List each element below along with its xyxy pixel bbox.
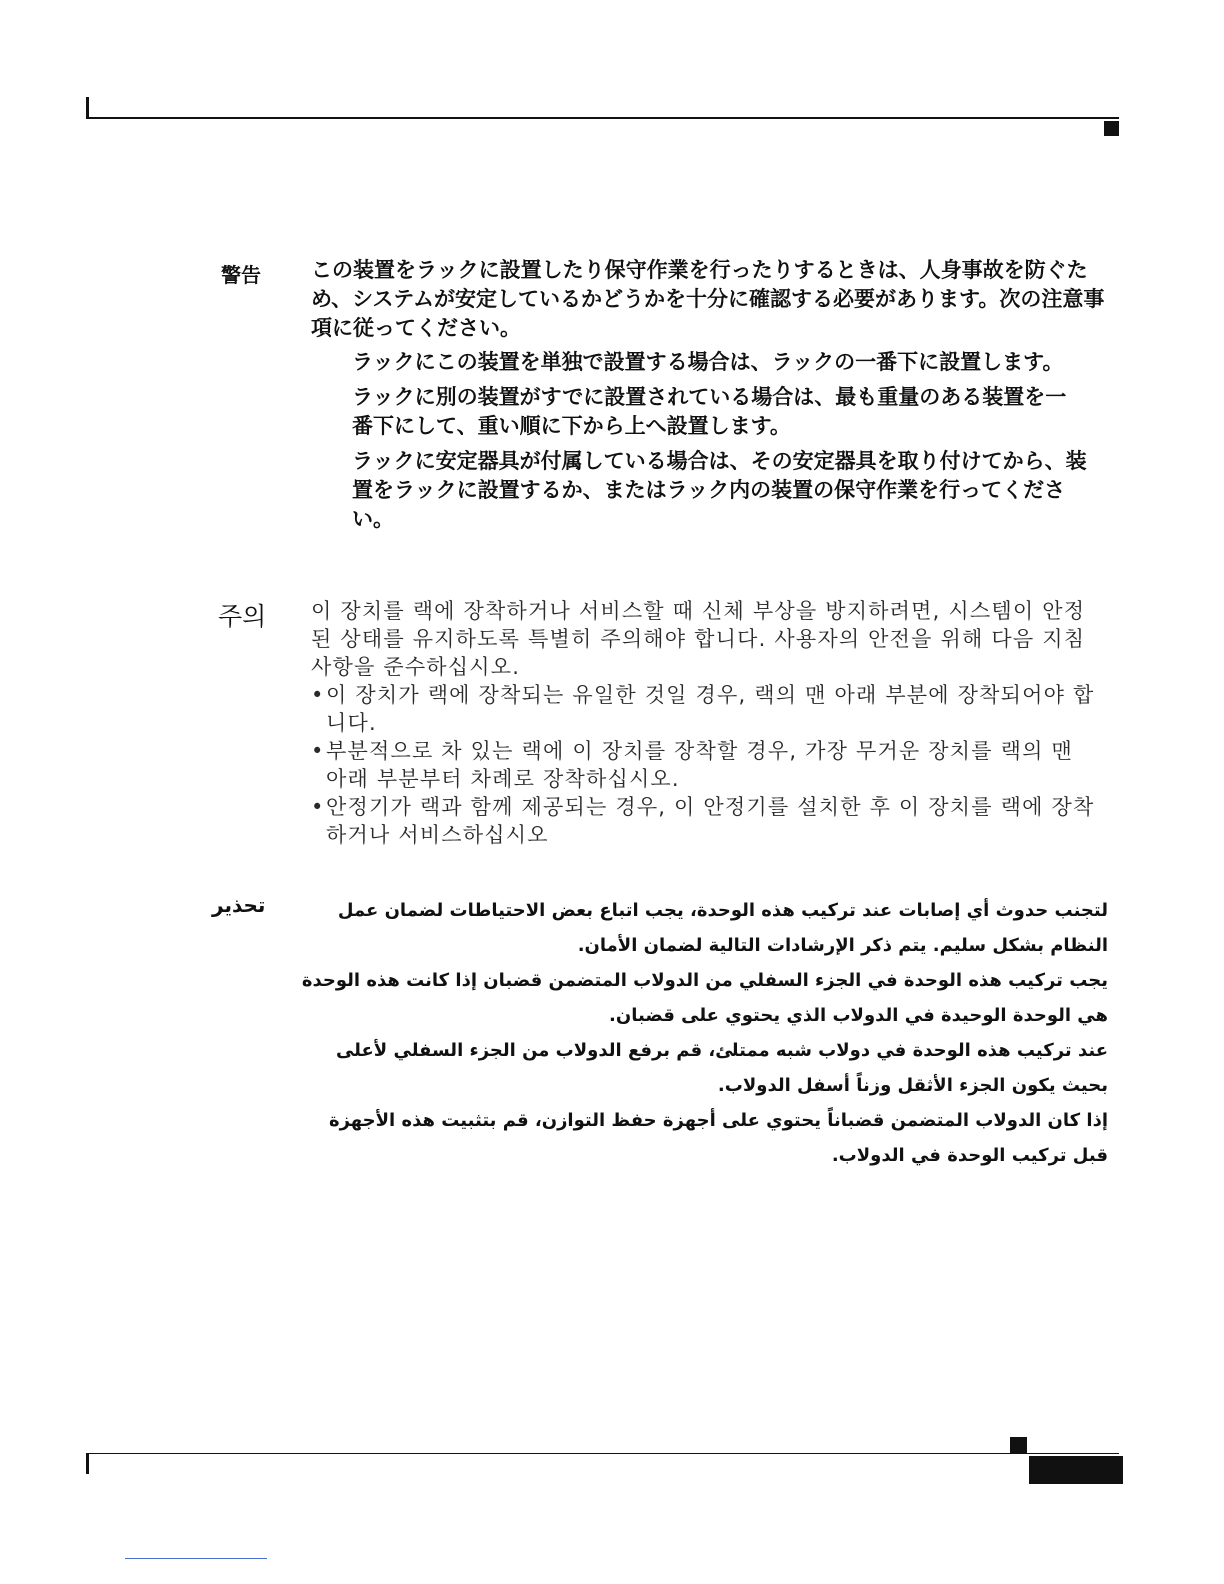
bullet-icon: • — [311, 795, 325, 819]
footer-rule-tick — [86, 1453, 89, 1474]
bullet-icon: • — [311, 739, 325, 763]
header-rule-tick — [86, 97, 89, 119]
footer-marker — [1010, 1437, 1027, 1453]
list-item-text: 부분적으로 차 있는 랙에 이 장치를 장착할 경우, 가장 무거운 장치를 랙의 맨 아래 부분부터 차례로 장착하십시오. — [326, 739, 1073, 791]
arabic-paragraph: يجب تركيب هذه الوحدة في الجزء السفلي من الدولاب المتضمن قضبان إذا كانت هذه الوحدة هي الوحدة الوحيدة في الدولاب الذي يحتوي على قضبان. — [301, 970, 1108, 1026]
footer-link-underline — [125, 1558, 267, 1559]
list-item: ラックに別の装置がすでに設置されている場合は、最も重量のある装置を一番下にして、重い順に下から上へ設置します。 — [352, 385, 1067, 438]
list-item-text: 안정기가 랙과 함께 제공되는 경우, 이 안정기를 설치한 후 이 장치를 랙에 장착하거나 서비스하십시오 — [326, 795, 1095, 847]
header-rule — [87, 117, 1119, 119]
arabic-warning-label: تحذير — [212, 893, 266, 917]
list-item-text: 이 장치가 랙에 장착되는 유일한 것일 경우, 랙의 맨 아래 부분에 장착되어야 합니다. — [326, 683, 1095, 735]
korean-warning-list — [311, 681, 1101, 849]
list-item — [311, 793, 1101, 849]
arabic-paragraph: إذا كان الدولاب المتضمن قضباناً يحتوي على أجهزة حفظ التوازن، قم بتثبيت هذه الأجهزة قبل تركيب الوحدة في الدولاب. — [328, 1110, 1108, 1166]
japanese-warning-intro: この装置をラックに設置したり保守作業を行ったりするときは、人身事故を防ぐため、システムが安定しているかどうかを十分に確認する必要があります。次の注意事項に従ってください。 — [311, 258, 1105, 340]
arabic-paragraph: عند تركيب هذه الوحدة في دولاب شبه ممتلئ، قم برفع الدولاب من الجزء السفلي لأعلى بحيث يكون الجزء الأثقل وزناً أسفل الدولاب. — [335, 1040, 1108, 1096]
japanese-warning-list — [352, 348, 1087, 534]
bullet-icon: • — [311, 683, 325, 707]
korean-warning-body — [311, 597, 1101, 849]
arabic-paragraph: لتجنب حدوث أي إصابات عند تركيب هذه الوحدة، يجب اتباع بعض الاحتياطات لضمان عمل النظام بشكل سليم. يتم ذكر الإرشادات التالية لضمان الأمان. — [337, 900, 1108, 956]
page-number-block — [1029, 1456, 1123, 1484]
list-item: ラックに安定器具が付属している場合は、その安定器具を取り付けてから、装置をラックに設置するか、またはラック内の装置の保守作業を行ってください。 — [352, 449, 1087, 531]
korean-warning-label: 주의 — [218, 602, 267, 631]
korean-warning-intro: 이 장치를 랙에 장착하거나 서비스할 때 신체 부상을 방지하려면, 시스템이 안정된 상태를 유지하도록 특별히 주의해야 합니다. 사용자의 안전을 위해 다음 지침 사항을 준수하십시오. — [311, 599, 1086, 679]
list-item: ラックにこの装置を単独で設置する場合は、ラックの一番下に設置します。 — [352, 350, 1064, 374]
japanese-warning-label: 警告 — [221, 263, 261, 287]
header-marker — [1104, 121, 1119, 136]
footer-rule — [87, 1453, 1119, 1454]
list-item — [311, 681, 1101, 737]
arabic-warning-body — [300, 893, 1108, 1173]
list-item — [311, 737, 1101, 793]
japanese-warning-body — [311, 256, 1111, 540]
